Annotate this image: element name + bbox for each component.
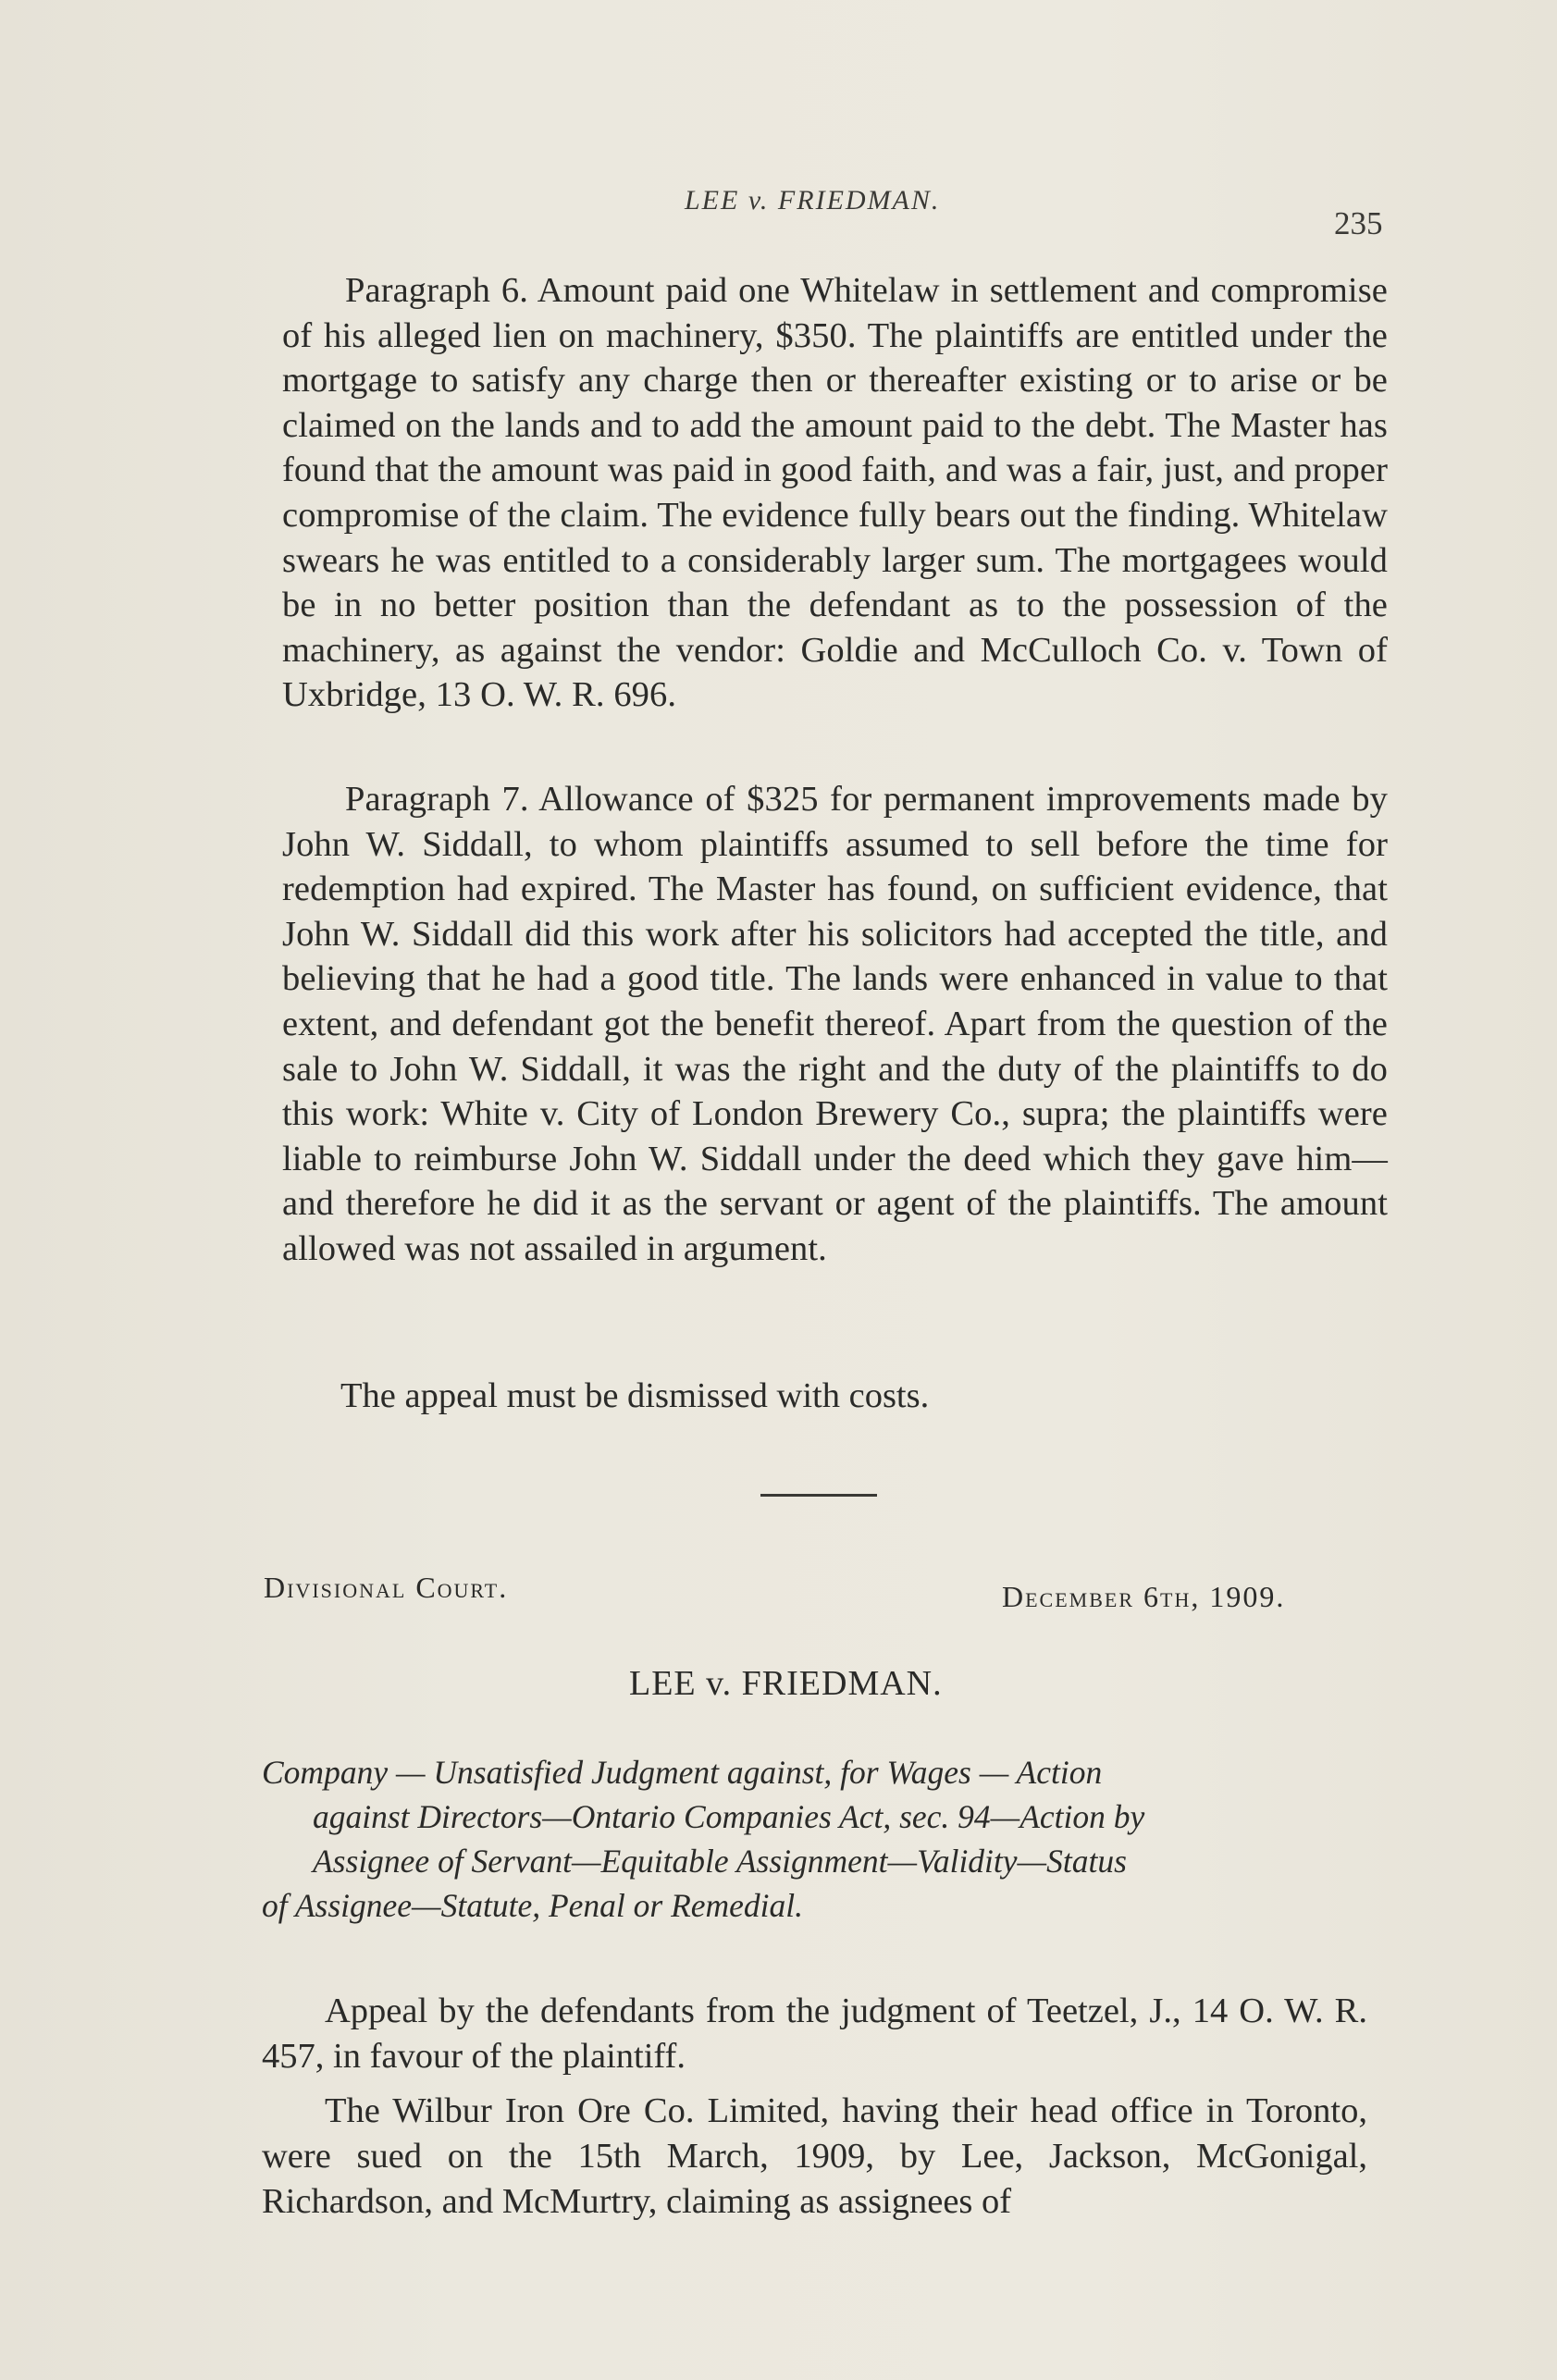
page-number: 235 [1334,205,1383,241]
headnote-line: Assignee of Servant—Equitable Assignment—Validity—Status [313,1843,1127,1880]
headnote-line: of Assignee—Statute, Penal or Remedial. [262,1887,804,1924]
case-title: LEE v. FRIEDMAN. [629,1664,943,1703]
headnote-line: against Directors—Ontario Companies Act, sec. 94—Action by [313,1798,1145,1835]
body-text-3 [278,1374,1383,1418]
paragraph-6: Paragraph 6. Amount paid one Whitelaw in settlement and compromise of his alleged lien on machinery, $350. The plaintiffs are entitled under the mortgage to satisfy any charge then or thereafter existing or to arise or be claimed on the lands and to add the amount paid to the debt. The Master has found that the amount was paid in good faith, and was a fair, just, and proper compromise of the claim. The evidence fully bears out the finding. Whitelaw swears he was entitled to a considerably larger sum. The mortgagees would be in no better position than the defendant as to the possession of the machinery, as against the vendor: Goldie and McCulloch Co. v. Town of Uxbridge, 13 O. W. R. 696. [282,271,1388,715]
body-text [282,268,1388,718]
body-text-2 [282,777,1388,1272]
section-divider [760,1494,877,1497]
facts-paragraph: The Wilbur Iron Ore Co. Limited, having their head office in Toronto, were sued on the 15th March, 1909, by Lee, Jackson, McGonigal, Richardson, and McMurtry, claiming as assignees of [262,2091,1367,2221]
headnote [262,1750,1367,1928]
paragraph-7: Paragraph 7. Allowance of $325 for permanent improvements made by John W. Siddall, to whom plaintiffs assumed to sell before the time for redemption had expired. The Master has found, on sufficient evidence, that John W. Siddall did this work after his solicitors had accepted the title, and believing that he had a good title. The lands were enhanced in value to that extent, and defendant got the benefit thereof. Apart from the question of the sale to John W. Siddall, it was the right and the duty of the plaintiffs to do this work: White v. City of London Brewery Co., supra; the plaintiffs were liable to reimburse John W. Siddall under the deed which they gave him—and therefore he did it as the servant or agent of the plaintiffs. The amount allowed was not assailed in argument. [282,780,1388,1268]
appeal-paragraph: Appeal by the defendants from the judgment of Teetzel, J., 14 O. W. R. 457, in favour of the plaintiff. [262,1992,1367,2076]
court-name: Divisional Court. [264,1571,509,1604]
headnote-line: Company — Unsatisfied Judgment against, for Wages — Action [262,1754,1103,1791]
running-head: LEE v. FRIEDMAN. [685,185,941,216]
decision-date: December 6th, 1909. [1002,1580,1286,1613]
case-intro [262,1989,1367,2225]
conclusion-paragraph: The appeal must be dismissed with costs. [340,1376,930,1415]
